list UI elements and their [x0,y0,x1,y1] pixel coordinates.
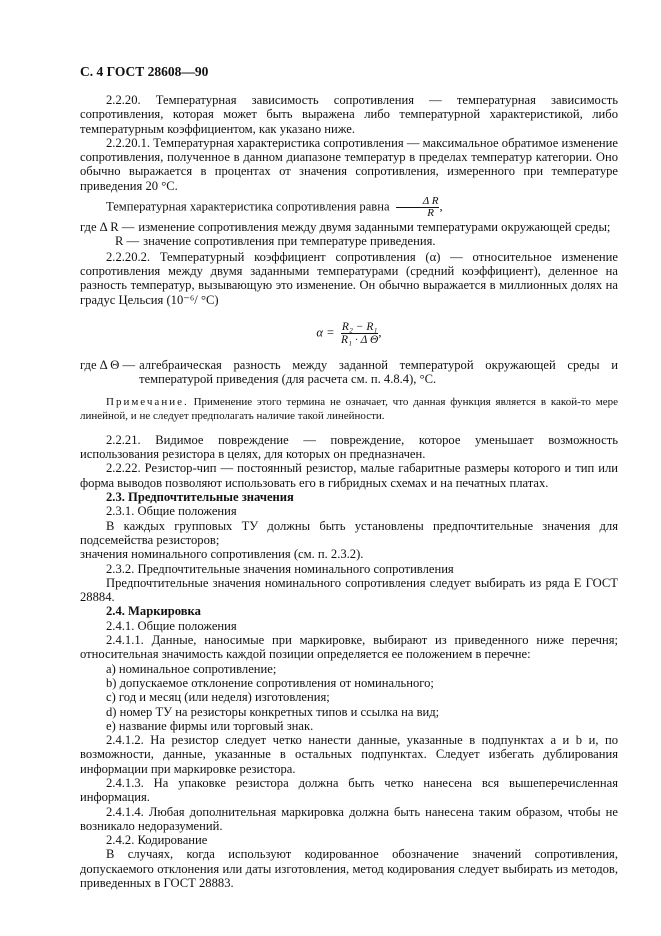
clause-2-3-2: 2.3.2. Предпочтительные значения номинального сопротивления [106,561,454,576]
clause-2-3-1: 2.3.1. Общие положения [106,504,237,519]
clause-2-2-20: 2.2.20. Температурная зависимость сопротивления — температурная зависимость сопротивления, которая может быть выражена либо температурной характеристикой, либо температурным коэффициентом, как указано ниже. [80,93,618,136]
tc-fraction-denominator: R [427,207,434,220]
definition-desc: изменение сопротивления между двумя заданными температурами окружающей среды; [138,220,611,235]
alpha-fraction-denominator: R₁ · Δ Θ [340,333,379,346]
clause-2-2-22: 2.2.22. Резистор-чип — постоянный резистор, малые габаритные размеры которого и тип или форма выводов позволяют использовать его в гибридных схемах и на печатных платах. [80,461,618,490]
list-item: a) номинальное сопротивление; [106,661,277,676]
list-item: b) допускаемое отклонение сопротивления от номинального; [106,675,434,690]
definition-desc: алгебраическая разность между заданной температурой окружающей среды и температурой приведения (для расчета см. п. 4.8.4), °С. [139,357,618,387]
list-item: c) год и месяц (или неделя) изготовления; [106,690,330,705]
note-text: Применение этого термина не означает, что данная функция является в какой-то мере линейной, и не следует предполагать наличие такой линейности. [80,396,618,422]
alpha-fraction-numerator: R₂ − R₁ [341,320,378,333]
definition-desc: значение сопротивления при температуре приведения. [143,234,436,249]
clause-2-3-1-text-b: значения номинального сопротивления (см. п. 2.3.2). [80,547,364,562]
tc-fraction [396,196,440,219]
formula-lhs: α = [316,325,335,340]
clause-2-4-1: 2.4.1. Общие положения [106,618,237,633]
clause-2-4-1-3: 2.4.1.3. На упаковке резистора должна быть четко нанесена вся вышеперечисленная информация. [80,775,618,805]
section-heading-2-4: 2.4. Маркировка [106,604,201,619]
alpha-formula [80,307,618,358]
clause-2-4-2-text: В случаях, когда используют кодированное обозначение значений сопротивления, допускаемого отклонения или даты изготовления, метод кодирования следует выбирать из методов, приведенных в ГОСТ 28883. [80,847,618,891]
definition-delta-theta [80,358,618,387]
clause-2-2-20-1: 2.2.20.1. Температурная характеристика сопротивления — максимальное обратимое изменение сопротивления, полученное в данном диапазоне температур в пределах температур категории. Оно обычно выражается в процентах от значения сопротивления, измеренного при температуре приведения 20 °С. [80,135,618,193]
definition-r [80,234,618,248]
definition-term: где Δ R — [80,220,135,235]
definition-delta-r [80,220,618,234]
clause-2-2-20-2: 2.2.20.2. Температурный коэффициент сопротивления (α) — относительное изменение сопротивления между двумя заданными температурами (средний коэффициент), деленное на разность температур, вызывающую это изменение. Он обычно выражается в миллионных долях на градус Цельсия (10⁻⁶/ °С) [80,249,618,307]
alpha-fraction [340,320,382,346]
clause-2-4-2: 2.4.2. Кодирование [106,833,208,848]
clause-2-2-21: 2.2.21. Видимое повреждение — повреждение, которое уменьшает возможность использования резистора в целях, для которых он предназначен. [80,432,618,462]
formula-tail: , [378,325,382,340]
definition-list-1 [80,220,618,249]
section-heading-2-3: 2.3. Предпочтительные значения [106,490,294,505]
definition-term: R — [115,234,140,249]
clause-2-4-1-2: 2.4.1.2. На резистор следует четко нанести данные, указанные в подпунктах а и b и, по возможности, данные, указанные в остальных подпунктах. Следует избегать дублирования информации при маркировке резистора. [80,733,618,776]
document-body [80,93,618,890]
page-header: С. 4 ГОСТ 28608—90 [80,64,209,79]
tc-fraction-numerator: Δ R [396,196,440,208]
note-label: Примечание. [106,396,189,409]
definition-term: где Δ Θ — [80,357,136,372]
clause-2-4-1-4: 2.4.1.4. Любая дополнительная маркировка должна быть нанесена таким образом, чтобы не возникало недоразумений. [80,804,618,833]
clause-2-3-2-text: Предпочтительные значения номинального сопротивления следует выбирать из ряда Е ГОСТ 28884. [80,575,618,605]
clause-2-3-1-text-a: В каждых групповых ТУ должны быть установлены предпочтительные значения для подсемейства резисторов; [80,518,618,547]
list-item: d) номер ТУ на резисторы конкретных типов и ссылка на вид; [106,704,440,719]
note [80,396,618,422]
tc-formula-text: Температурная характеристика сопротивления равна [106,199,390,214]
list-item: e) название фирмы или торговый знак. [106,718,314,733]
clause-2-4-1-1: 2.4.1.1. Данные, наносимые при маркировке, выбирают из приведенного ниже перечня; относительная значимость каждой позиции определяется ее положением в перечне: [80,633,618,662]
tc-formula-line: Температурная характеристика сопротивления равна $\frac{\text{Δ R}}{R}$ , [106,195,443,220]
